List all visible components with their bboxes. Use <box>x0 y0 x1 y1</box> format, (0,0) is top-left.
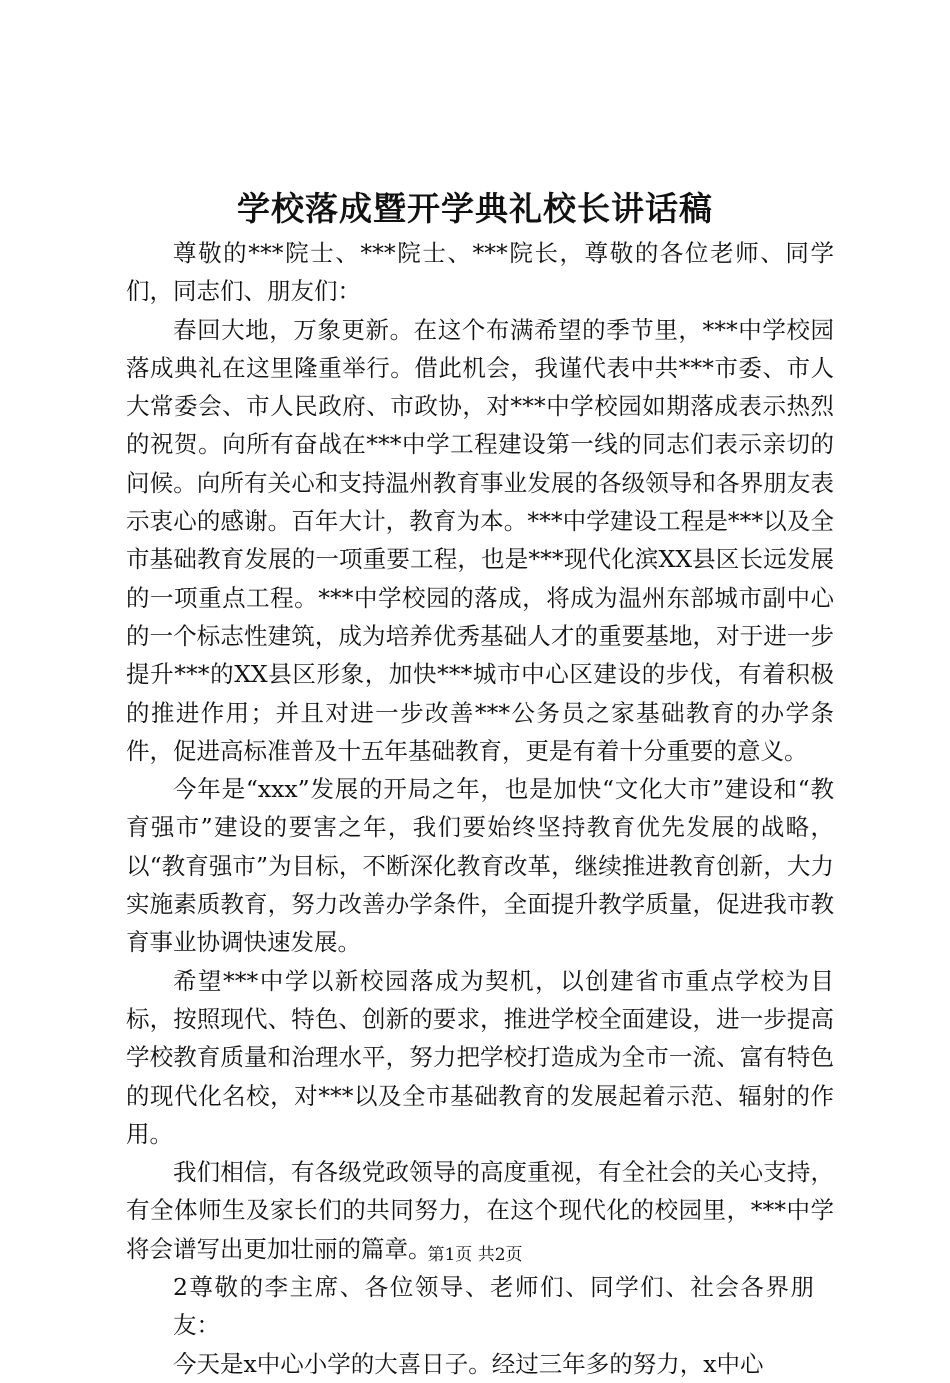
section2-heading: 2尊敬的李主席、各位领导、老师们、同学们、社会各界朋友： <box>173 1273 814 1340</box>
body-paragraph-1: 春回大地，万象更新。在这个布满希望的季节里，***中学校园落成典礼在这里隆重举行。借此机会，我谨代表中共***市委、市人大常委会、市人民政府、市政协，对***中学校园如期落成表示热烈的祝贺。向所有奋战在***中学工程建设第一线的同志们表示亲切的问候。向所有关心和支持温州教育事业发展的各级领导和各界朋友表示衷心的感谢。百年大计，教育为本。***中学建设工程是***以及全市基础教育发展的一项重要工程，也是***现代化滨XX县区长远发展的一项重点工程。***中学校园的落成，将成为温州东部城市副中心的一个标志性建筑，成为培养优秀基础人才的重要基地，对于进一步提升***的XX县区形象，加快***城市中心区建设的步伐，有着积极的推进作用；并且对进一步改善***公务员之家基础教育的办学条件，促进高标准普及十五年基础教育，更是有着十分重要的意义。 <box>126 315 834 765</box>
body-paragraph-2: 今年是“xxx”发展的开局之年，也是加快“文化大市”建设和“教育强市”建设的要害之年，我们要始终坚持教育优先发展的战略，以“教育强市”为目标，不断深化教育改革，继续推进教育创新，大力实施素质教育，努力改善办学条件，全面提升教学质量，促进我市教育事业协调快速发展。 <box>126 775 834 957</box>
section2-first-line: 今天是x中心小学的大喜日子。经过三年多的努力，x中心 <box>173 1349 764 1378</box>
page-number-footer: 第1页 共2页 <box>427 1245 523 1265</box>
body-paragraph-3: 希望***中学以新校园落成为契机，以创建省市重点学校为目标，按照现代、特色、创新的要求，推进学校全面建设，进一步提高学校教育质量和治理水平，努力把学校打造成为全市一流、富有特色的现代化名校，对***以及全市基础教育的发展起着示范、辐射的作用。 <box>126 966 834 1148</box>
salutation-paragraph: 尊敬的***院士、***院士、***院长，尊敬的各位老师、同学们，同志们、朋友们： <box>126 239 834 306</box>
document-body <box>126 234 834 1383</box>
body-paragraph-4: 我们相信，有各级党政领导的高度重视，有全社会的关心支持，有全体师生及家长们的共同努力，在这个现代化的校园里，***中学将会谱写出更加壮丽的篇章。 <box>126 1158 834 1263</box>
document-title: 学校落成暨开学典礼校长讲话稿 <box>237 189 713 228</box>
